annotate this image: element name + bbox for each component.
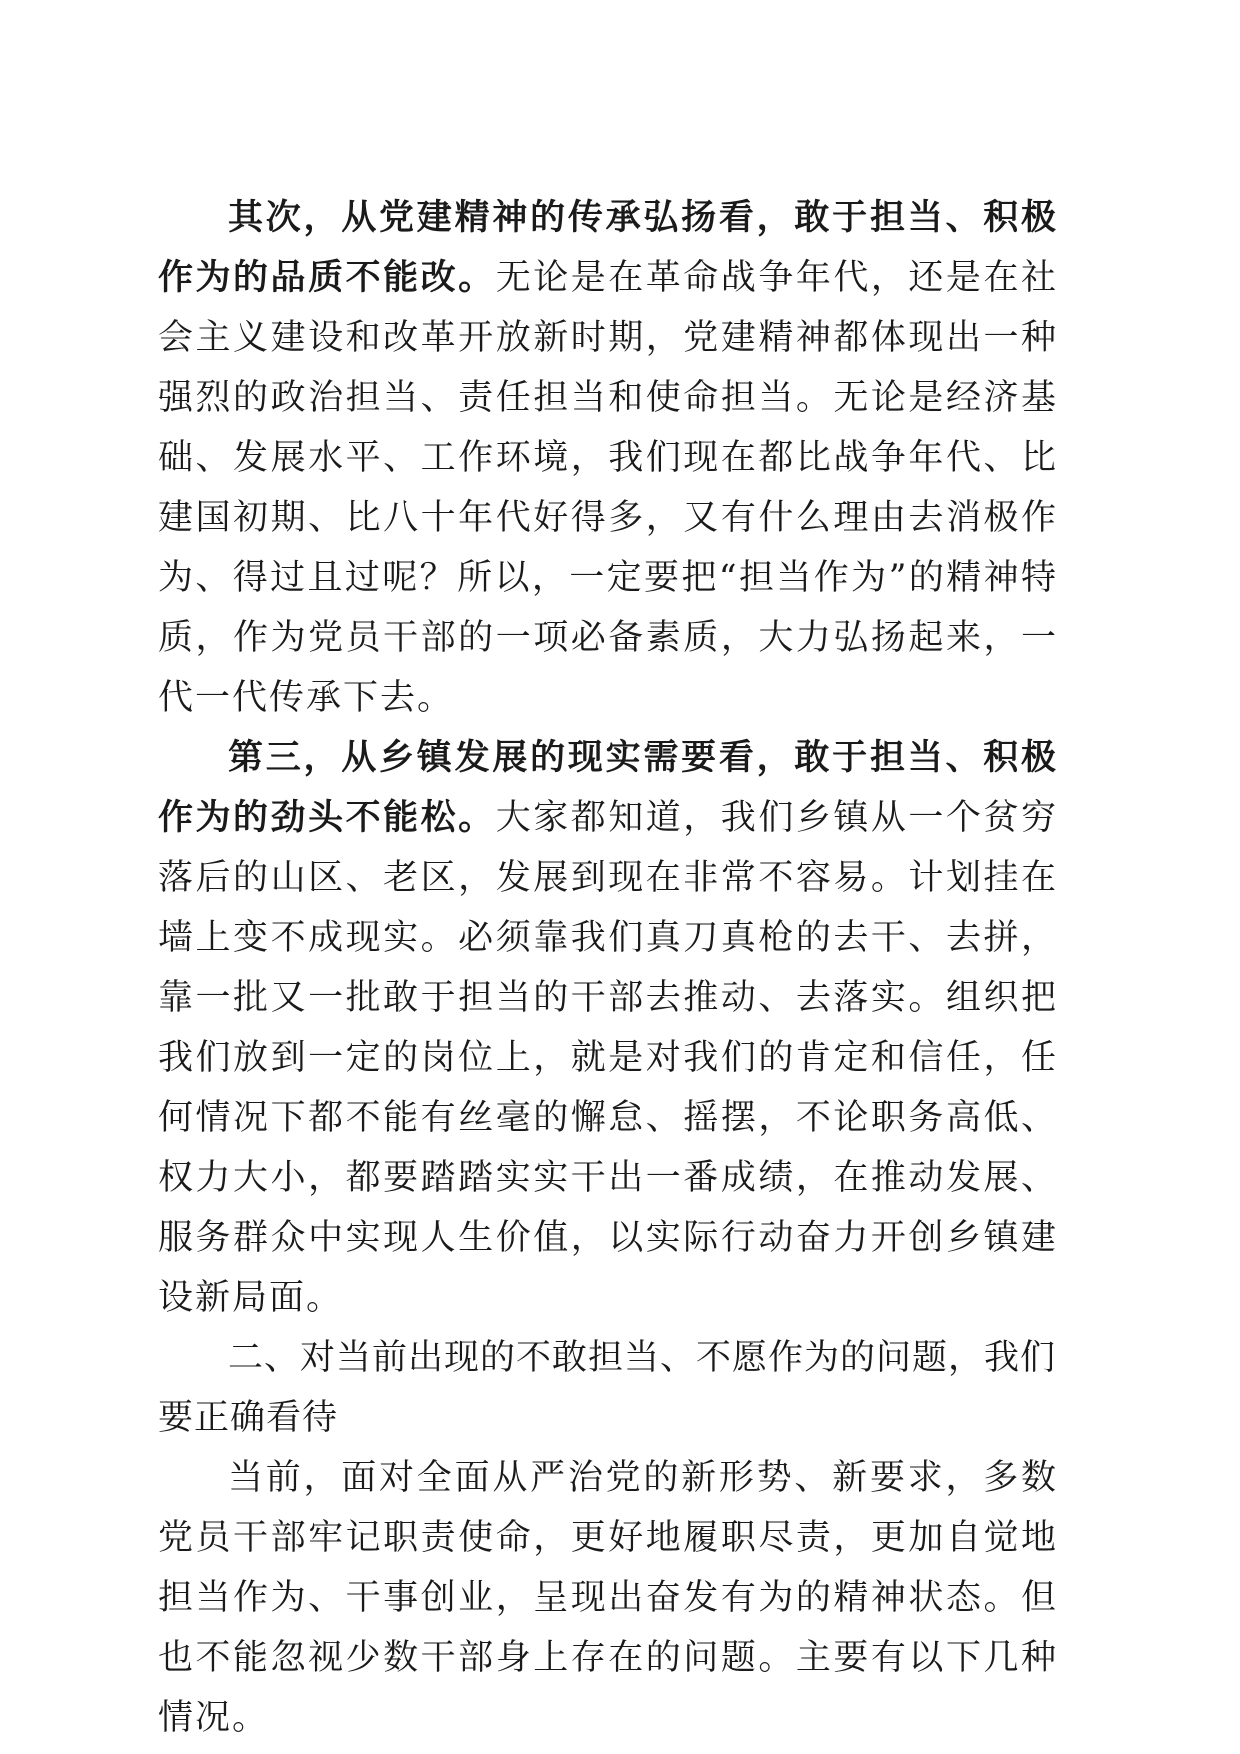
paragraph-lead: 其次，从党建精神的传承弘扬看，敢于担当、积极作为的品质不能改。 xyxy=(158,198,1058,298)
paragraph-inheritance xyxy=(158,188,1058,728)
paragraph-body: 大家都知道，我们乡镇从一个贫穷落后的山区、老区，发展到现在非常不容易。计划挂在墙上变不成现实。必须靠我们真刀真枪的去干、去拼，靠一批又一批敢于担当的干部去推动、去落实。组织把我们放到一定的岗位上，就是对我们的肯定和信任，任何情况下都不能有丝毫的懈怠、摇摆，不论职务高低、权力大小，都要踏踏实实干出一番成绩，在推动发展、服务群众中实现人生价值，以实际行动奋力开创乡镇建设新局面。 xyxy=(158,798,1058,1318)
paragraph-development xyxy=(158,728,1058,1328)
closing-paragraph: 当前，面对全面从严治党的新形势、新要求，多数党员干部牢记职责使命，更好地履职尽责，更加自觉地担当作为、干事创业，呈现出奋发有为的精神状态。但也不能忽视少数干部身上存在的问题。主要有以下几种情况。 xyxy=(158,1458,1058,1738)
paragraph-lead: 第三，从乡镇发展的现实需要看，敢于担当、积极作为的劲头不能松。 xyxy=(158,738,1058,838)
paragraph-body: 无论是在革命战争年代，还是在社会主义建设和改革开放新时期，党建精神都体现出一种强烈的政治担当、责任担当和使命担当。无论是经济基础、发展水平、工作环境，我们现在都比战争年代、比建国初期、比八十年代好得多，又有什么理由去消极作为、得过且过呢？所以，一定要把“担当作为”的精神特质，作为党员干部的一项必备素质，大力弘扬起来，一代一代传承下去。 xyxy=(158,258,1058,718)
section-heading: 二、对当前出现的不敢担当、不愿作为的问题，我们要正确看待 xyxy=(158,1338,1057,1438)
document-page xyxy=(158,188,1058,1748)
